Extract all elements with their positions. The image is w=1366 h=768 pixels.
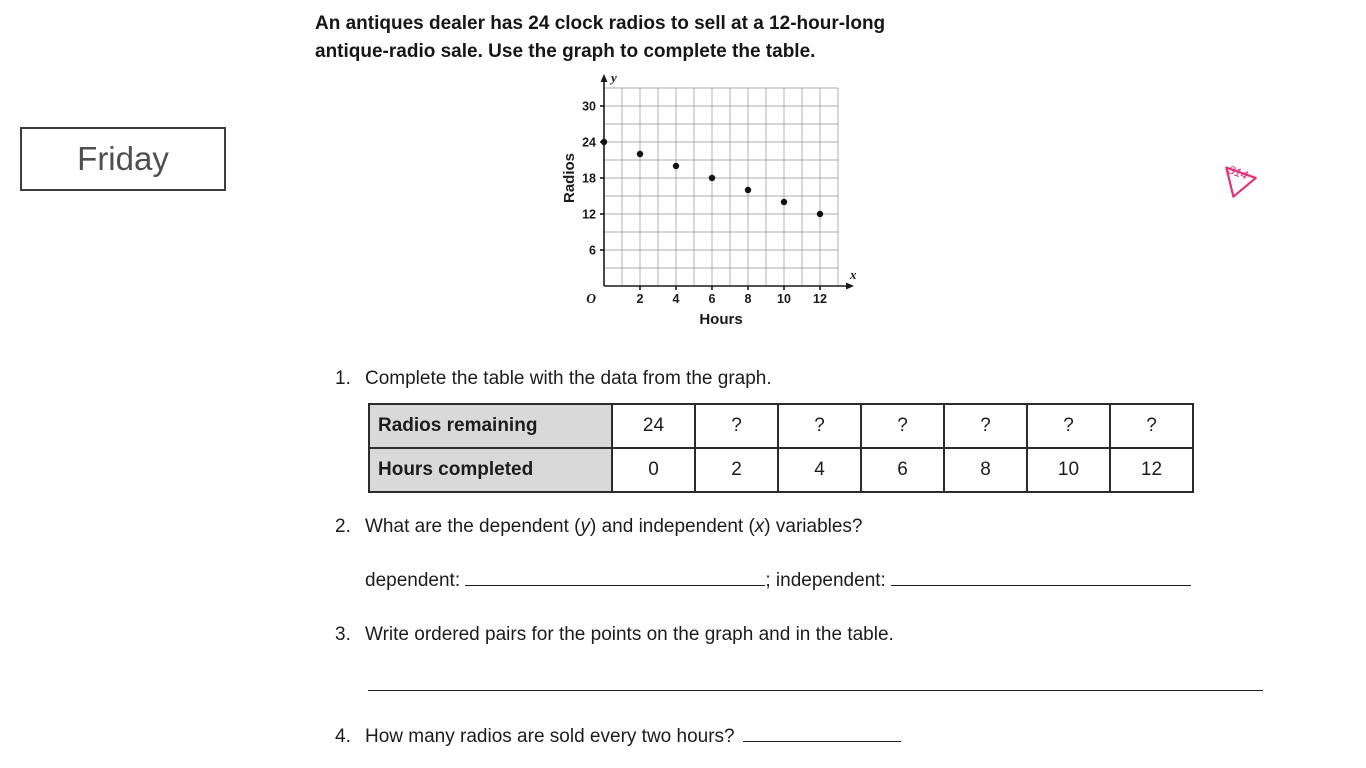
question-4-number: 4. [335,726,351,747]
svg-text:Radios: Radios [561,152,578,204]
pink-scribble-text: 314 [1226,162,1250,183]
svg-text:30: 30 [582,99,596,114]
question-3-number: 3. [335,624,351,645]
variable-y: y [580,516,590,537]
table-cell: ? [944,404,1027,448]
svg-text:O: O [586,291,596,306]
table-cell: 12 [1110,448,1193,492]
svg-text:18: 18 [582,171,596,186]
independent-label: ; independent: [765,570,886,591]
graph-svg [560,70,864,332]
table-row [369,448,1193,492]
svg-text:8: 8 [744,292,752,306]
svg-text:12: 12 [582,207,596,222]
problem-statement-line1: An antiques dealer has 24 clock radios to sell at a 12-hour-long [315,13,886,34]
question-2-answer-line [315,567,1275,595]
svg-text:4: 4 [672,292,680,306]
question-4 [315,723,1275,751]
answer-blank [743,724,901,742]
svg-text:12: 12 [813,292,827,306]
question-2-number: 2. [335,516,351,537]
day-label: Friday [77,140,169,177]
worksheet [315,10,1275,751]
handwritten-mark [1218,162,1264,213]
question-3 [315,621,1275,649]
table-cell: ? [1110,404,1193,448]
table-cell: ? [1027,404,1110,448]
question-1-number: 1. [335,368,351,389]
table-cell: 2 [695,448,778,492]
table-cell: 24 [612,404,695,448]
answer-blank [465,568,765,586]
svg-text:10: 10 [777,292,791,306]
table-cell: 10 [1027,448,1110,492]
svg-text:6: 6 [708,292,716,306]
table-row [369,404,1193,448]
table-cell: 4 [778,448,861,492]
question-2-text: What are the dependent (y) and independent (x) variables? [365,516,863,537]
svg-text:x: x [850,267,857,282]
question-1 [315,365,1275,393]
table-cell: 8 [944,448,1027,492]
table-cell: 6 [861,448,944,492]
data-table [368,403,1194,493]
dependent-label: dependent: [365,570,461,591]
row-header-cell: Radios remaining [369,404,612,448]
scatter-graph [560,70,1275,341]
question-2 [315,513,1275,541]
table-cell: ? [861,404,944,448]
answer-blank [368,689,1263,691]
problem-statement-line2: antique-radio sale. Use the graph to complete the table. [315,41,816,62]
variable-x: x [754,516,765,537]
svg-text:y: y [611,70,617,85]
table-cell: 0 [612,448,695,492]
svg-text:Hours: Hours [699,311,743,328]
svg-text:2: 2 [636,292,644,306]
row-header-cell: Hours completed [369,448,612,492]
question-4-text: How many radios are sold every two hours? [365,723,901,751]
svg-text:24: 24 [582,135,596,150]
question-3-text: Write ordered pairs for the points on the graph and in the table. [365,624,894,645]
question-1-text: Complete the table with the data from the graph. [365,368,772,389]
table-cell: ? [695,404,778,448]
table-cell: ? [778,404,861,448]
svg-text:6: 6 [589,243,596,258]
day-label-box [20,127,226,191]
answer-blank [891,568,1191,586]
